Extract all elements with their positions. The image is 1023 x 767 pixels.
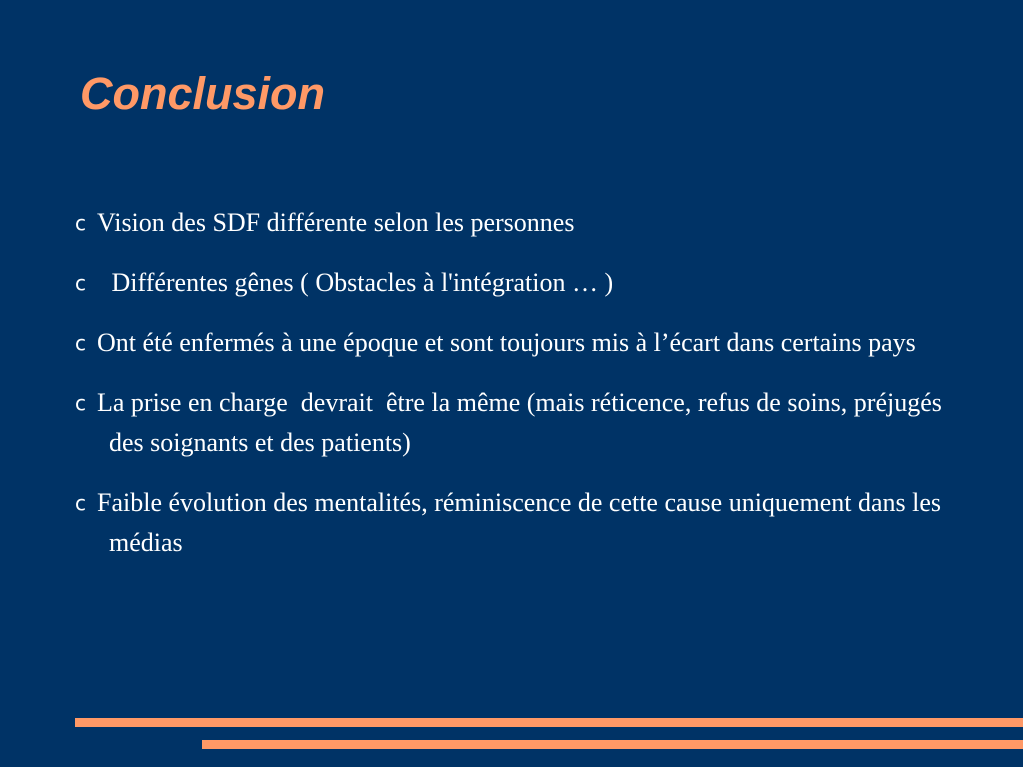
bullet-text: Vision des SDF différente selon les personnes xyxy=(97,208,575,237)
bullet-icon: ϲ xyxy=(75,271,86,295)
bullet-text: Faible évolution des mentalités, réminiscence de cette cause uniquement dans les médias xyxy=(97,488,941,557)
bullet-item xyxy=(75,203,955,243)
bullet-item xyxy=(75,383,955,463)
bullet-item xyxy=(75,323,955,363)
accent-bar-top xyxy=(75,718,1023,727)
bullet-list xyxy=(75,203,955,583)
bullet-icon: ϲ xyxy=(75,491,86,515)
bullet-text: La prise en charge devrait être la même (mais réticence, refus de soins, préjugés des soignants et des patients) xyxy=(97,388,949,457)
bullet-item xyxy=(75,483,955,563)
bullet-icon: ϲ xyxy=(75,211,86,235)
bullet-text: Différentes gênes ( Obstacles à l'intégration … ) xyxy=(105,268,614,297)
bullet-item xyxy=(75,263,955,303)
bullet-text: Ont été enfermés à une époque et sont toujours mis à l’écart dans certains pays xyxy=(97,328,916,357)
slide-title: Conclusion xyxy=(80,68,325,119)
bullet-icon: ϲ xyxy=(75,391,86,415)
bullet-icon: ϲ xyxy=(75,331,86,355)
accent-bar-bottom xyxy=(202,740,1023,749)
